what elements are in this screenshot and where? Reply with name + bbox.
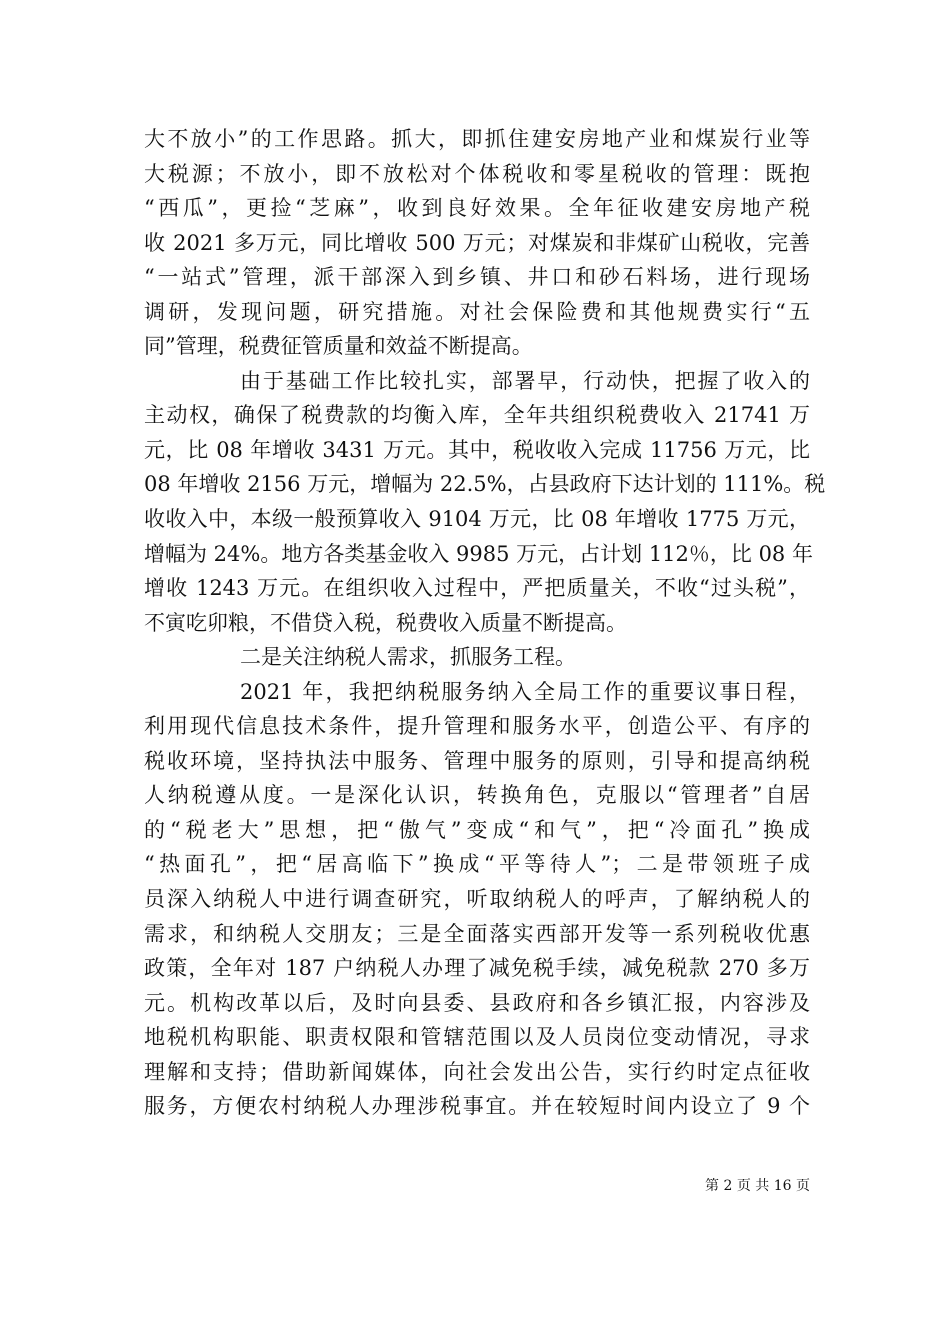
text-line: 大税源；不放小，即不放松对个体税收和零星税收的管理：既抱 <box>144 161 810 186</box>
text-line: 大不放小”的工作思路。抓大，即抓住建安房地产业和煤炭行业等 <box>144 127 810 151</box>
text-line: 元。机构改革以后，及时向县委、县政府和各乡镇汇报，内容涉及 <box>144 990 810 1015</box>
text-line: 主动权，确保了税费款的均衡入库，全年共组织税费收入 21741 万 <box>144 403 810 428</box>
paragraph-first-line: 由于基础工作比较扎实，部署早，行动快，把握了收入的 <box>240 368 810 393</box>
text-line: “热面孔”，把“居高临下”换成“平等待人”；二是带领班子成 <box>144 852 810 877</box>
text-line: 员深入纳税人中进行调查研究，听取纳税人的呼声，了解纳税人的 <box>144 887 810 912</box>
text-line: 政策，全年对 187 户纳税人办理了减免税手续，减免税款 270 多万 <box>144 956 810 981</box>
section-heading: 二是关注纳税人需求，抓服务工程。 <box>240 645 576 670</box>
text-line: 收 2021 多万元，同比增收 500 万元；对煤炭和非煤矿山税收，完善 <box>144 230 810 255</box>
text-line: “一站式”管理，派干部深入到乡镇、井口和砂石料场，进行现场 <box>144 265 810 290</box>
text-line: 利用现代信息技术条件，提升管理和服务水平，创造公平、有序的 <box>144 714 810 739</box>
text-line: 的“税老大”思想，把“傲气”变成“和气”，把“冷面孔”换成 <box>144 817 810 842</box>
text-line: 增收 1243 万元。在组织收入过程中，严把质量关，不收“过头税”， <box>144 576 810 601</box>
text-line: 收收入中，本级一般预算收入 9104 万元，比 08 年增收 1775 万元， <box>144 507 810 532</box>
paragraph-first-line: 2021 年，我把纳税服务纳入全局工作的重要议事日程， <box>240 679 810 704</box>
text-line: “西瓜”，更捡“芝麻”，收到良好效果。全年征收建安房地产税 <box>144 196 810 221</box>
text-line: 理解和支持；借助新闻媒体，向社会发出公告，实行约时定点征收 <box>144 1059 810 1084</box>
body-text <box>144 122 826 1124</box>
text-line: 同”管理，税费征管质量和效益不断提高。 <box>144 334 533 359</box>
text-line: 调研，发现问题，研究措施。对社会保险费和其他规费实行“五 <box>144 299 810 324</box>
text-line: 08 年增收 2156 万元，增幅为 22.5%，占县政府下达计划的 111%。税 <box>144 472 826 497</box>
page-number: 第 2 页 共 16 页 <box>705 1178 810 1194</box>
text-line: 人纳税遵从度。一是深化认识，转换角色，克服以“管理者”自居 <box>144 783 810 808</box>
text-line: 需求，和纳税人交朋友；三是全面落实西部开发等一系列税收优惠 <box>144 921 810 946</box>
text-line: 不寅吃卯粮，不借贷入税，税费收入质量不断提高。 <box>144 610 627 635</box>
text-line: 税收环境，坚持执法中服务、管理中服务的原则，引导和提高纳税 <box>144 748 810 773</box>
text-line: 服务，方便农村纳税人办理涉税事宜。并在较短时间内设立了 9 个 <box>144 1094 810 1119</box>
text-line: 地税机构职能、职责权限和管辖范围以及人员岗位变动情况，寻求 <box>144 1025 810 1050</box>
text-line: 元，比 08 年增收 3431 万元。其中，税收收入完成 11756 万元，比 <box>144 437 810 462</box>
text-line: 增幅为 24%。地方各类基金收入 9985 万元，占计划 112％，比 08 年 <box>144 541 813 566</box>
